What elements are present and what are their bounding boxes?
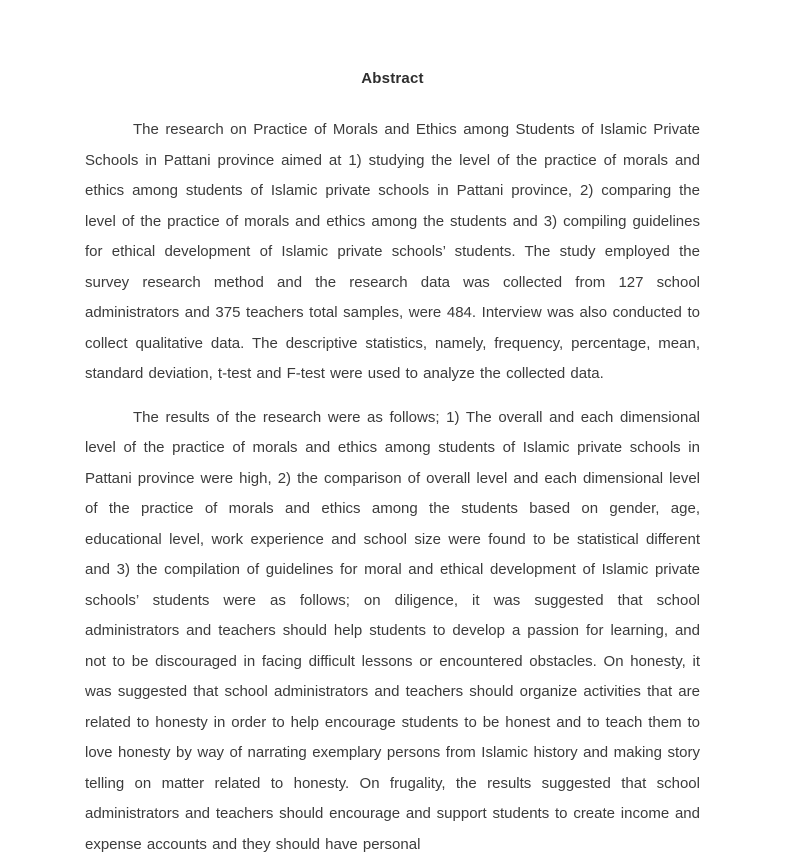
abstract-paragraph-2: The results of the research were as follows; 1) The overall and each dimensional level of the practice of morals and ethics among students of Islamic private schools in Pattani province were high, 2) the comparison of overall level and each dimensional level of the practice of morals and ethics among the students based on gender, age, educational level, work experience and school size were found to be statistical different and 3) the compilation of guidelines for moral and ethical development of Islamic private schools’ students were as follows; on diligence, it was suggested that school administrators and teachers should help students to develop a passion for learning, and not to be discouraged in facing difficult lessons or encountered obstacles. On honesty, it was suggested that school administrators and teachers should organize activities that are related to honesty in order to help encourage students to be honest and to teach them to love honesty by way of narrating exemplary persons from Islamic history and making story telling on matter related to honesty. On frugality, the results suggested that school administrators and teachers should encourage and support students to create income and expense accounts and they should have personal	[85, 403, 700, 860]
abstract-title: Abstract	[85, 70, 700, 87]
abstract-paragraph-1: The research on Practice of Morals and Ethics among Students of Islamic Private Schools in Pattani province aimed at 1) studying the level of the practice of morals and ethics among students of Islamic private schools in Pattani province, 2) comparing the level of the practice of morals and ethics among the students and 3) compiling guidelines for ethical development of Islamic private schools’ students. The study employed the survey research method and the research data was collected from 127 school administrators and 375 teachers total samples, were 484. Interview was also conducted to collect qualitative data. The descriptive statistics, namely, frequency, percentage, mean, standard deviation, t-test and F-test were used to analyze the collected data.	[85, 115, 700, 390]
